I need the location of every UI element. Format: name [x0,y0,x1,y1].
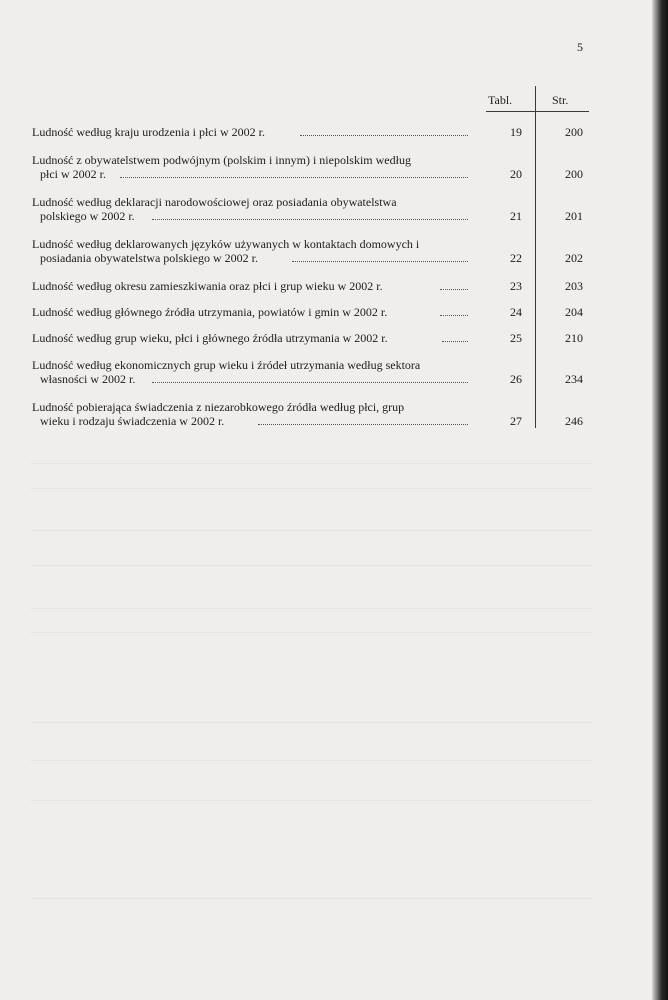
entry-title-line2: wieku i rodzaju świadczenia w 2002 r. [40,414,225,428]
bleed-through-line [30,530,592,531]
entry-title-line1: Ludność według deklaracji narodowościowej oraz posiadania obywatelstwa [32,195,397,209]
entry-title-line1: Ludność według głównego źródła utrzymania, powiatów i gmin w 2002 r. [32,305,388,319]
entry-table-number: 20 [510,167,522,181]
bleed-through-line [30,565,592,566]
column-divider [535,86,536,428]
entry-page-number: 246 [565,414,583,428]
entry-title-line1: Ludność według kraju urodzenia i płci w 2002 r. [32,125,265,139]
dot-leader [442,340,468,342]
bleed-through-line [30,800,592,801]
entry-title-line2: własności w 2002 r. [40,372,136,386]
header-rule [486,111,589,112]
dot-leader [440,314,468,316]
entry-title-line2: polskiego w 2002 r. [40,209,135,223]
bleed-through-line [30,898,592,899]
dot-leader [152,218,468,220]
entry-page-number: 200 [565,125,583,139]
entry-page-number: 210 [565,331,583,345]
dot-leader [300,134,468,136]
entry-page-number: 204 [565,305,583,319]
dot-leader [258,423,468,425]
dot-leader [292,260,468,262]
entry-page-number: 202 [565,251,583,265]
entry-table-number: 21 [510,209,522,223]
entry-table-number: 22 [510,251,522,265]
entry-page-number: 201 [565,209,583,223]
entry-table-number: 26 [510,372,522,386]
dot-leader [440,288,468,290]
column-header-str: Str. [552,93,569,107]
entry-title-line1: Ludność według deklarowanych języków używanych w kontaktach domowych i [32,237,420,251]
entry-title-line2: płci w 2002 r. [40,167,106,181]
entry-title-line2: posiadania obywatelstwa polskiego w 2002 r. [40,251,258,265]
page-number: 5 [577,40,583,54]
entry-table-number: 27 [510,414,522,428]
bleed-through-line [30,722,592,723]
dot-leader [152,381,468,383]
bleed-through-line [30,608,592,609]
bleed-through-line [30,632,592,633]
entry-table-number: 24 [510,305,522,319]
entry-table-number: 19 [510,125,522,139]
entry-page-number: 203 [565,279,583,293]
bleed-through-line [30,488,592,489]
entry-title-line1: Ludność z obywatelstwem podwójnym (polskim i innym) i niepolskim według [32,153,411,167]
entry-table-number: 25 [510,331,522,345]
entry-title-line1: Ludność według ekonomicznych grup wieku i źródeł utrzymania według sektora [32,358,421,372]
bleed-through-line [30,463,592,464]
entry-page-number: 234 [565,372,583,386]
entry-page-number: 200 [565,167,583,181]
entry-title-line1: Ludność według grup wieku, płci i głównego źródła utrzymania w 2002 r. [32,331,388,345]
bleed-through-line [30,760,592,761]
column-header-tabl: Tabl. [488,93,513,107]
entry-title-line1: Ludność według okresu zamieszkiwania oraz płci i grup wieku w 2002 r. [32,279,383,293]
dot-leader [120,176,468,178]
entry-table-number: 23 [510,279,522,293]
page-edge [652,0,668,1000]
entry-title-line1: Ludność pobierająca świadczenia z niezarobkowego źródła według płci, grup [32,400,405,414]
